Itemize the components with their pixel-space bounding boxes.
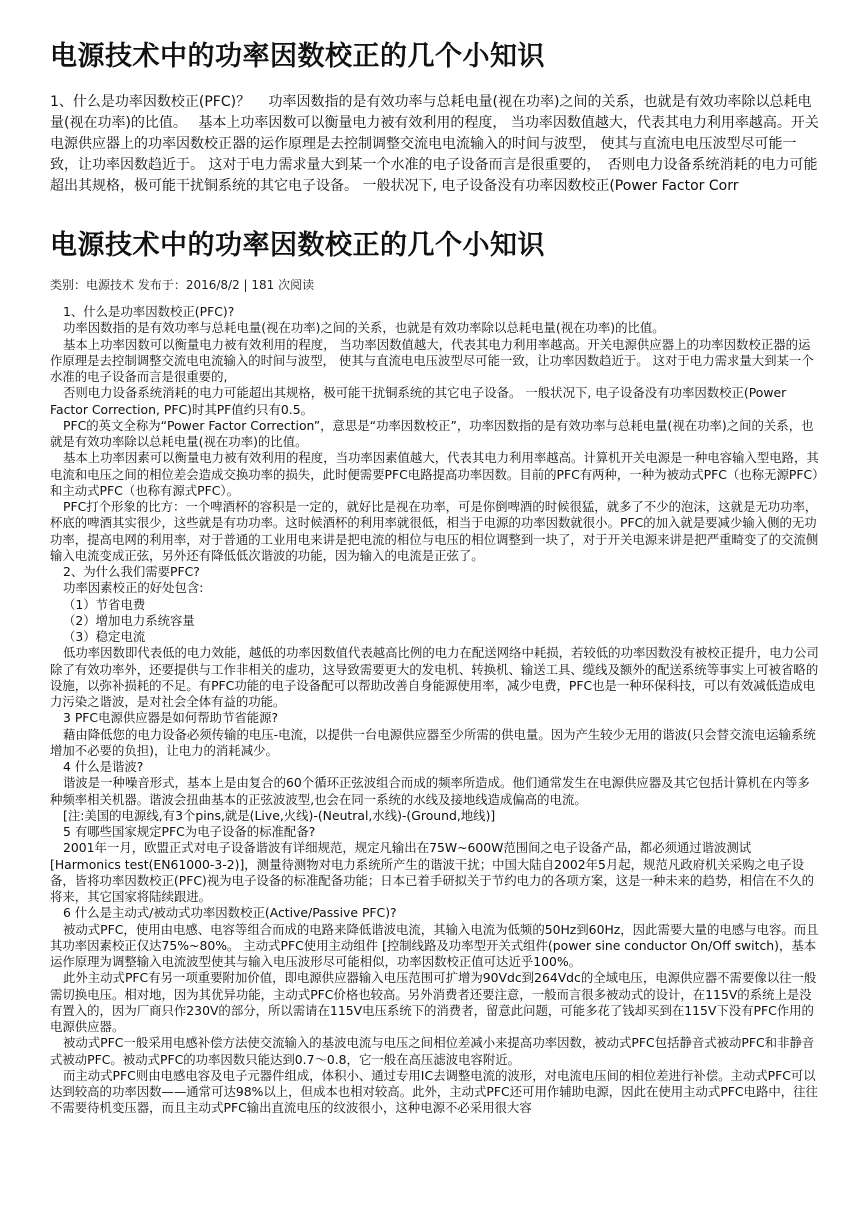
article-paragraph: 基本上功率因数可以衡量电力被有效利用的程度， 当功率因数值越大，代表其电力利用率越高。开关电源供应器上的功率因数校正器的运作原理是去控制调整交流电电流输入的时间与波型， 使其与直流电电压波型尽可能一致，让功率因数趋近于。 这对于电力需求量大到某一个水准的电子设备而言是很重要的, (50, 336, 814, 384)
article-paragraph: 功率因素校正的好处包含: (63, 580, 204, 596)
article-paragraph: 而主动式PFC则由电感电容及电子元器件组成，体积小、通过专用IC去调整电流的波形，对电流电压间的相位差进行补偿。主动式PFC可以达到较高的功率因数——通常可达98%以上，但成本也相对较高。此外，主动式PFC还可用作辅助电源，因此在使用主动式PFC电路中，往往不需要待机变压器，而且主动式PFC输出直流电压的纹波很小，这种电源不必采用很大容 (50, 1067, 818, 1116)
article-paragraph: 被动式PFC，使用由电感、电容等组合而成的电路来降低谐波电流，其输入电流为低频的50Hz到60Hz，因此需要大量的电感与电容。而且其功率因素校正仅达75%~80%。 主动式PFC使用主动组件 [控制线路及功率型开关式组件(power sine conductor On/Off switch)，基本运作原理为调整输入电流波型使其与输入电压波形尽可能相似，功率因数校正值可达近乎100%。 (50, 921, 819, 969)
article-paragraph: （2）增加电力系统容量 (63, 612, 195, 628)
article-paragraph: 基本上功率因素可以衡量电力被有效利用的程度，当功率因素值越大，代表其电力利用率越高。计算机开关电源是一种电容输入型电路，其电流和电压之间的相位差会造成交换功率的损失，此时便需要PFC电路提高功率因数。目前的PFC有两种，一种为被动式PFC（也称无源PFC）和主动式PFC（也称有源式PFC）。 (50, 450, 819, 498)
article-paragraph: 5 有哪些国家规定PFC为电子设备的标准配备? (63, 824, 316, 839)
article-paragraph: 功率因数指的是有效功率与总耗电量(视在功率)之间的关系，也就是有效功率除以总耗电量(视在功率)的比值。 (63, 320, 665, 336)
article-paragraph: 6 什么是主动式/被动式功率因数校正(Active/Passive PFC)? (63, 905, 397, 921)
page-title: 电源技术中的功率因数校正的几个小知识 (50, 41, 545, 72)
article-body (50, 304, 820, 1117)
article-paragraph: 被动式PFC一般采用电感补偿方法使交流输入的基波电流与电压之间相位差减小来提高功率因数，被动式PFC包括静音式被动PFC和非静音式被动PFC。被动式PFC的功率因数只能达到0.7～0.8，它一般在高压滤波电容附近。 (50, 1035, 815, 1067)
article-paragraph: 此外主动式PFC有另一项重要附加价值，即电源供应器输入电压范围可扩增为90Vdc到264Vdc的全域电压，电源供应器不需要像以往一般需切换电压。相对地，因为其优异功能，主动式PFC价格也较高。另外消费者还要注意，一般而言很多被动式的设计，在115V的系统上是没有置入的，因为厂商只作230V的部分，所以需请在115V电压系统下的消费者，留意此问题，可能多花了钱却买到在115V下没有PFC作用的电源供应器。 (50, 970, 817, 1034)
article-paragraph: 谐波是一种噪音形式，基本上是由复合的60个循环正弦波组合而成的频率所造成。他们通常发生在电源供应器及其它包括计算机在内等多种频率相关机器。谐波会扭曲基本的正弦波波型,也会在同一系统的水线及接地线造成偏高的电流。 (50, 775, 810, 807)
article-paragraph: （1）节省电费 (63, 596, 146, 612)
article-paragraph: 4 什么是谐波? (63, 759, 144, 774)
article-title: 电源技术中的功率因数校正的几个小知识 (50, 230, 545, 261)
article-paragraph: PFC的英文全称为“Power Factor Correction”，意思是“功率因数校正”，功率因数指的是有效功率与总耗电量(视在功率)之间的关系，也就是有效功率除以总耗电量(视在功率)的比值。 (50, 417, 814, 449)
article-paragraph: 否则电力设备系统消耗的电力可能超出其规格，极可能干扰铜系统的其它电子设备。 一般状况下, 电子设备没有功率因数校正(Power Factor Correction, PFC)时其PF值约只有0.5。 (50, 385, 787, 417)
article-paragraph: 藉由降低您的电力设备必须传输的电压-电流，以提供一台电源供应器至少所需的供电量。因为产生较少无用的谐波(只会替交流电运输系统增加不必要的负担)，让电力的消耗减少。 (50, 726, 816, 758)
article-paragraph: [注:美国的电源线,有3个pins,就是(Live,火线)-(Neutral,水线)-(Ground,地线)] (63, 807, 496, 823)
summary-paragraph: 1、什么是功率因数校正(PFC)？ 功率因数指的是有效功率与总耗电量(视在功率)之间的关系，也就是有效功率除以总耗电量(视在功率)的比值。 基本上功率因数可以衡量电力被有效利用的程度， 当功率因数值越大，代表其电力利用率越高。开关电源供应器上的功率因数校正器的运作原理是去控制调整交流电电流输入的时间与波型， 使其与直流电电压波型尽可能一致，让功率因数趋近于。 这对于电力需求量大到某一个水准的电子设备而言是很重要的， 否则电力设备系统消耗的电力可能超出其规格，极可能干扰铜系统的其它电子设备。 一般状况下, 电子设备没有功率因数校正(Power Factor Corr (50, 94, 819, 194)
article-paragraph: 2、为什么我们需要PFC? (63, 564, 200, 579)
article-meta: 类别：电源技术 发布于：2016/8/2 | 181 次阅读 (50, 278, 315, 292)
article-paragraph: PFC打个形象的比方：一个啤酒杯的容积是一定的，就好比是视在功率，可是你倒啤酒的时候很猛，就多了不少的泡沫，这就是无功功率，杯底的啤酒其实很少，这些就是有功功率。这时候酒杯的利用率就很低，相当于电源的功率因数就很小。PFC的加入就是要减少输入侧的无功功率，提高电网的利用率，对于普通的工业用电来讲是把电流的相位与电压的相位调整到一块了，对于开关电源来讲是把严重畸变了的交流侧输入电流变成正弦，另外还有降低低次谐波的功能，因为输入的电流是正弦了。 (50, 499, 819, 563)
article-paragraph: 3 PFC电源供应器是如何帮助节省能源? (63, 710, 279, 726)
article-paragraph: （3）稳定电流 (63, 629, 146, 644)
article-paragraph: 1、什么是功率因数校正(PFC)? (63, 304, 235, 319)
article-paragraph: 低功率因数即代表低的电力效能，越低的功率因数值代表越高比例的电力在配送网络中耗损，若较低的功率因数没有被校正提升，电力公司除了有效功率外，还要提供与工作非相关的虚功，这导致需要更大的发电机、转换机、输送工具、缆线及额外的配送系统等事实上可被省略的设施，以弥补损耗的不足。有PFC功能的电子设备配可以帮助改善自身能源使用率，减少电费，PFC也是一种环保科技，可以有效减低造成电力污染之谐波，是对社会全体有益的功能。 (50, 645, 819, 709)
article-paragraph: 2001年一月，欧盟正式对电子设备谐波有详细规范，规定凡输出在75W~600W范围间之电子设备产品，都必须通过谐波测试[Harmonics test(EN61000-3-2)]，测量待测物对电力系统所产生的谐波干扰；中国大陆自2002年5月起，规范凡政府机关采购之电子设备，皆将功率因数校正(PFC)视为电子设备的标准配备功能；日本已着手研拟关于节约电力的各项方案，这是一种未来的趋势，相信在不久的将来，其它国家将陆续跟进。 (50, 840, 814, 904)
